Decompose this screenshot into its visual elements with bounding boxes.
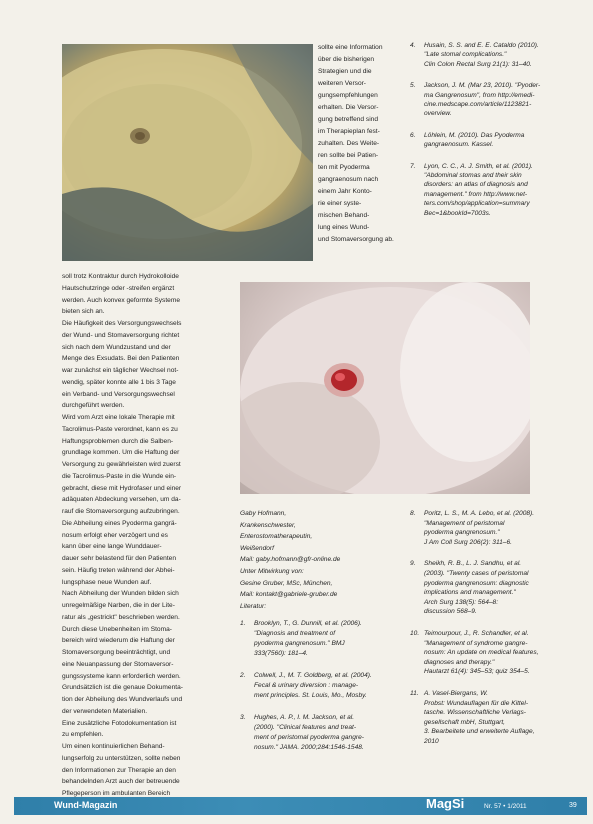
col-left-line: kann über eine lange Wunddauer- — [62, 543, 162, 551]
col-mid-top-line: ren sollte bei Patien- — [318, 152, 379, 159]
reference-line: Colwell, J., M. T. Goldberg, et al. (2004). — [254, 672, 372, 679]
col-left-line: ratur als „gestrickt" beschrieben werden. — [62, 613, 180, 621]
col-mid-top-line: erhalten. Die Versor- — [318, 104, 379, 111]
col-left-line: sein. Häufig treten während der Abhei- — [62, 566, 175, 574]
col-left-line: Wird vom Arzt eine lokale Therapie mit — [62, 414, 175, 421]
reference-number: 3. — [240, 714, 246, 721]
reference-line: 333(7560): 181–4. — [254, 650, 308, 657]
reference-line: Teimourpour, J., R. Schandler, et al. — [424, 630, 529, 637]
col-left-line: soll trotz Kontraktur durch Hydrokolloide — [62, 273, 179, 280]
col-left-line: eine Neuanpassung der Stomaversor- — [62, 660, 174, 668]
author-line: Krankenschwester, — [240, 521, 296, 529]
stoma-photo-bottom-drawing — [240, 282, 530, 494]
reference-line: Brooklyn, T., G. Dunnill, et al. (2006). — [254, 620, 362, 627]
footer-brand: MagSi — [426, 796, 465, 811]
col-left-line: ein Verband- und Versorgungswechsel — [62, 390, 175, 398]
col-left-line: Grundsätzlich ist die genaue Dokumenta- — [62, 684, 183, 692]
author-line: Mail: kontakt@gabriele-gruber.de — [240, 591, 338, 599]
reference-line: gesellschaft mbH, Stuttgart, — [424, 718, 505, 726]
col-left-line: bereich wird wiederum die Haftung der — [62, 637, 175, 645]
reference-line: nosum." JAMA. 2000;284:1546-1548. — [254, 744, 364, 751]
col-left-line: Haftungsproblemen durch die Salben- — [62, 437, 174, 445]
reference-line: Arch Surg 138(5): 564–8: — [424, 598, 499, 606]
reference-line: ma Gangrenosum", from http://emedi- — [424, 91, 535, 99]
col-left-line: lungserfolg zu unterstützen, sollte neben — [62, 754, 181, 762]
col-left-line: Tacrolimus-Paste verordnet, kann es zu — [62, 425, 178, 433]
reference-number: 8. — [410, 510, 416, 517]
reference-line: ters.com/shop/application=summary — [424, 200, 530, 208]
col-mid-top-line: gangraenosum nach — [318, 176, 379, 183]
col-left-line: der Wund- und Stomaversorgung richtet — [62, 331, 180, 339]
reference-line: "Management of peristomal — [424, 519, 505, 527]
reference-line: tasche. Wissenschaftliche Verlags- — [424, 709, 526, 717]
stoma-photo-bottom — [240, 282, 530, 494]
reference-line: "Late stomal complications." — [424, 51, 507, 59]
col-left-line: Die Abheilung eines Pyoderma gangrä- — [62, 519, 177, 527]
reference-line: 2010 — [424, 738, 439, 745]
col-left-line: Nach Abheilung der Wunden bilden sich — [62, 590, 179, 598]
col-mid-top-line: gungsempfehlungen — [318, 92, 378, 99]
col-left-line: der verwendeten Materialien. — [62, 707, 148, 715]
author-line: Gaby Hofmann, — [240, 510, 287, 517]
col-left-line: rauf die Stomaversorgung aufzubringen. — [62, 508, 180, 515]
author-line: Unter Mitwirkung von: — [240, 568, 304, 575]
col-mid-top-line: zuhalten. Des Weite- — [318, 140, 380, 147]
col-mid-top-line: lung eines Wund- — [318, 224, 370, 231]
col-mid-top-line: ten mit Pyoderma — [318, 164, 370, 171]
col-left-line: Stomaversorgung beeinträchtigt, und — [62, 649, 171, 656]
reference-line: (2000). "Clinical features and treat- — [254, 724, 357, 731]
reference-line: Bec=1&bookId=7003s. — [424, 209, 491, 217]
col-left-line: unregelmäßige Narben, die in der Lite- — [62, 602, 175, 609]
reference-number: 4. — [410, 42, 416, 49]
reference-number: 5. — [410, 82, 416, 90]
col-mid-top-line: einem Jahr Konto- — [318, 188, 372, 195]
footer-issue: Nr. 57 • 1/2011 — [484, 803, 527, 810]
col-mid-top-line: rie einer syste- — [318, 200, 362, 207]
reference-line: pyoderma gangrenosum." BMJ — [254, 640, 345, 647]
col-left-line: den Informationen zur Therapie an den — [62, 766, 176, 774]
reference-line: ment of peristomal pyoderma gangre- — [254, 734, 364, 741]
reference-line: Fecal & urinary diversion : manage- — [254, 682, 359, 689]
reference-line: ment principles. St. Louis, Mo., Mosby. — [254, 692, 367, 699]
reference-line: Lyon, C. C., A. J. Smith, et al. (2001). — [424, 162, 533, 170]
col-left-line: Hautschutzringe oder -streifen ergänzt — [62, 284, 175, 292]
col-left-line: adäquaten Abdeckung versehen, um da- — [62, 496, 181, 504]
reference-line: implications and management." — [424, 589, 516, 597]
author-line: Weißendorf — [240, 544, 274, 552]
page-footer — [14, 797, 587, 815]
col-left-line: bieten sich an. — [62, 308, 105, 316]
reference-line: (2003). "Twenty cases of peristomal — [424, 569, 529, 577]
reference-line: diagnoses and therapy." — [424, 658, 495, 666]
col-left-line: Pflegeperson im ambulanten Bereich — [62, 790, 171, 797]
col-mid-top-line: im Therapieplan fest- — [318, 128, 380, 135]
reference-line: disorders: an atlas of diagnosis and — [424, 181, 528, 189]
col-left-line: lungsphase neue Wunden auf. — [62, 578, 152, 586]
reference-line: Löhlein, M. (2010). Das Pyoderma — [424, 131, 525, 139]
reference-line: "Diagnosis and treatment of — [254, 630, 336, 637]
col-left-line: war zunächst ein täglicher Wechsel not- — [62, 367, 179, 374]
reference-line: Hautarzt 61(4): 345–53; quiz 354–5. — [424, 668, 530, 676]
reference-line: Clin Colon Rectal Surg 21(1): 31–40. — [424, 60, 532, 68]
reference-line: discussion 568–9. — [424, 608, 477, 616]
col-left-line: Durch diese Unebenheiten im Stoma- — [62, 625, 172, 633]
col-left-line: Versorgung zu gewährleisten wird zuerst — [62, 461, 181, 468]
reference-line: Hughes, A. P., I. M. Jackson, et al. — [254, 714, 355, 721]
col-left-line: nosum erfolgt eher verzögert und es — [62, 531, 168, 539]
footer-section: Wund-Magazin — [54, 800, 118, 810]
col-left-line: sich nach dem Wundzustand und der — [62, 343, 171, 351]
author-line: Enterostomatherapeutin, — [240, 533, 313, 541]
reference-line: J Am Coll Surg 206(2): 311–6. — [424, 538, 512, 546]
reference-line: management." from http://www.net- — [424, 190, 528, 198]
reference-line: Sheikh, R. B., L. J. Sandhu, et al. — [424, 560, 522, 568]
reference-number: 2. — [240, 672, 246, 679]
stoma-photo-top-drawing — [62, 44, 313, 261]
reference-line: "Management of syndrome gangre- — [424, 639, 528, 647]
col-left-line: gebracht, diese mit Hydrofaser und einer — [62, 484, 182, 492]
reference-number: 1. — [240, 620, 246, 627]
reference-line: Jackson, J. M. (Mar 23, 2010). "Pyoder- — [424, 82, 541, 90]
col-left-line: Eine zusätzliche Fotodokumentation ist — [62, 719, 177, 727]
stoma-photo-top — [62, 44, 313, 261]
col-mid-top-line: Strategien und die — [318, 68, 372, 75]
reference-line: gangraenosum. Kassel. — [424, 141, 494, 149]
reference-line: pyoderma gangrenosum." — [424, 529, 500, 537]
col-left-line: werden. Auch konvex geformte Systeme — [62, 296, 181, 304]
reference-number: 7. — [410, 162, 416, 170]
col-left-line: wendig, später konnte alle 1 bis 3 Tage — [62, 378, 176, 386]
col-mid-top-line: und Stomaversorgung ab. — [318, 236, 394, 243]
col-left-line: gungssysteme kann erforderlich werden. — [62, 672, 181, 680]
reference-line: overview. — [424, 110, 452, 118]
col-left-line: durchgeführt werden. — [62, 402, 125, 410]
col-left-line: behandelnden Arzt auch der betreuende — [62, 778, 180, 786]
author-line: Mail: gaby.hofmann@gfr-online.de — [240, 556, 341, 564]
col-mid-top-line: weiteren Versor- — [318, 80, 367, 87]
col-mid-top-line: gung betreffend sind — [318, 116, 379, 123]
author-line: Gesine Gruber, MSc, München, — [240, 579, 333, 587]
reference-line: pyoderma gangrenosum: diagnostic — [424, 579, 529, 587]
col-mid-top-line: sollte eine Information — [318, 44, 383, 51]
author-line: Literatur: — [240, 602, 267, 610]
col-left-line: Menge des Exsudats. Bei den Patienten — [62, 355, 180, 363]
reference-line: Probst: Wundauflagen für die Kittel- — [424, 699, 529, 707]
reference-line: Poritz, L. S., M. A. Lebo, et al. (2008). — [424, 510, 535, 517]
col-left-line: dauer sehr belastend für den Patienten — [62, 555, 177, 562]
col-left-line: Um einen kontinuierlichen Behand- — [62, 743, 165, 750]
col-left-line: zu empfehlen. — [62, 731, 104, 739]
col-left-line: Die Häufigkeit des Versorgungswechsels — [62, 320, 182, 327]
col-left-line: tion der Abheilung des Wundverlaufs und — [62, 696, 183, 703]
col-mid-top-line: über die bisherigen — [318, 56, 375, 63]
col-left-line: die Tacrolimus-Paste in die Wunde ein- — [62, 472, 177, 480]
reference-line: nosum: An update on medical features, — [424, 649, 539, 657]
page-number: 39 — [569, 802, 577, 809]
reference-number: 11. — [410, 690, 419, 697]
reference-line: A. Vasel-Biergans, W. — [424, 690, 489, 697]
reference-line: cine.medscape.com/article/1123821- — [424, 100, 532, 108]
reference-number: 6. — [410, 131, 416, 139]
col-left-line: grundlage kommen. Um die Haftung der — [62, 449, 180, 457]
reference-number: 10. — [410, 630, 420, 637]
reference-number: 9. — [410, 560, 416, 568]
col-mid-top-line: mischen Behand- — [318, 212, 370, 219]
reference-line: Husain, S. S. and E. E. Cataldo (2010). — [424, 42, 539, 49]
reference-line: 3. Bearbeitete und erweiterte Auflage, — [424, 728, 535, 736]
reference-line: "Abdominal stomas and their skin — [424, 171, 522, 179]
